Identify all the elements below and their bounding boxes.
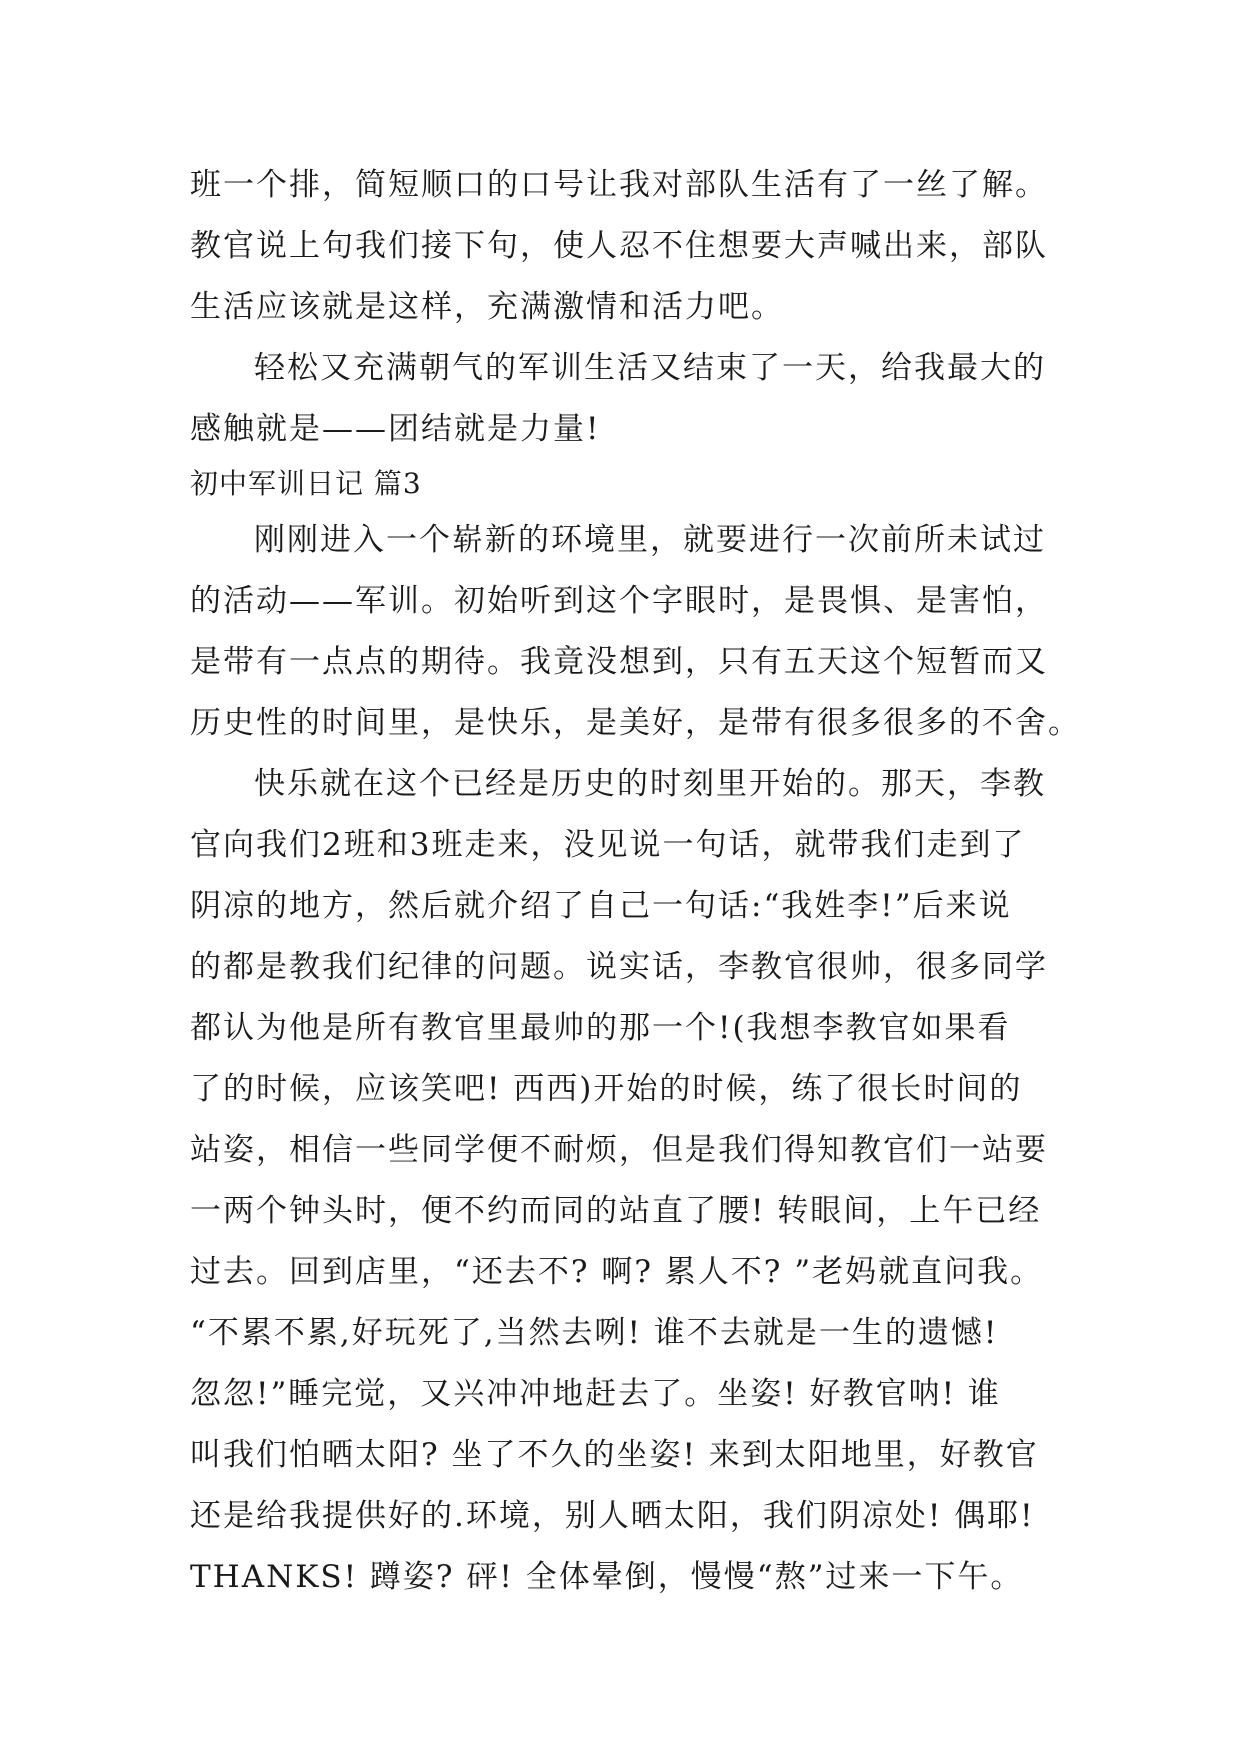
paragraph-start-line: 轻松又充满朝气的军训生活又结束了一天，给我最大的 xyxy=(254,350,1046,386)
text-line: 一两个钟头时，便不约而同的站直了腰! 转眼间，上午已经 xyxy=(190,1193,1042,1229)
section-heading: 初中军训日记 篇3 xyxy=(190,467,422,500)
text-line: 教官说上句我们接下句，使人忍不住想要大声喊出来，部队 xyxy=(190,228,1048,264)
text-line: 的活动——军训。初始听到这个字眼时，是畏惧、是害怕， xyxy=(190,583,1048,619)
text-line: “不累不累,好玩死了,当然去咧! 谁不去就是一生的遗憾! xyxy=(190,1315,999,1351)
text-line: 班一个排，简短顺口的口号让我对部队生活有了一丝了解。 xyxy=(190,167,1048,203)
text-line: 了的时候，应该笑吧! 西西)开始的时候，练了很长时间的 xyxy=(190,1071,1023,1107)
text-line: 官向我们2班和3班走来，没见说一句话，就带我们走到了 xyxy=(190,827,1026,863)
text-line: 感触就是——团结就是力量! xyxy=(190,411,601,447)
text-line: 过去。回到店里，“还去不? 啊? 累人不? ”老妈就直问我。 xyxy=(190,1254,1044,1290)
text-line: 都认为他是所有教官里最帅的那一个!(我想李教官如果看 xyxy=(190,1010,1011,1046)
text-line: 还是给我提供好的.环境，别人晒太阳，我们阴凉处! 偶耶! xyxy=(190,1498,1035,1534)
text-line: 阴凉的地方，然后就介绍了自己一句话:“我姓李!”后来说 xyxy=(190,888,1012,924)
text-line: 叫我们怕晒太阳? 坐了不久的坐姿! 来到太阳地里，好教官 xyxy=(190,1437,1039,1473)
text-line: 站姿，相信一些同学便不耐烦，但是我们得知教官们一站要 xyxy=(190,1132,1048,1168)
paragraph-start-line: 快乐就在这个已经是历史的时刻里开始的。那天，李教 xyxy=(254,766,1046,802)
text-line: 忽忽!”睡完觉，又兴冲冲地赶去了。坐姿! 好教官呐! 谁 xyxy=(190,1376,1001,1412)
text-line: 是带有一点点的期待。我竟没想到，只有五天这个短暂而又 xyxy=(190,644,1048,680)
text-line: 的都是教我们纪律的问题。说实话，李教官很帅，很多同学 xyxy=(190,949,1048,985)
paragraph-start-line: 刚刚进入一个崭新的环境里，就要进行一次前所未试过 xyxy=(254,522,1046,558)
text-line: THANKS! 蹲姿? 砰! 全体晕倒，慢慢“熬”过来一下午。 xyxy=(190,1559,1024,1595)
text-line: 生活应该就是这样，充满激情和活力吧。 xyxy=(190,289,784,325)
text-line: 历史性的时间里，是快乐，是美好，是带有很多很多的不舍。 xyxy=(190,705,1081,741)
